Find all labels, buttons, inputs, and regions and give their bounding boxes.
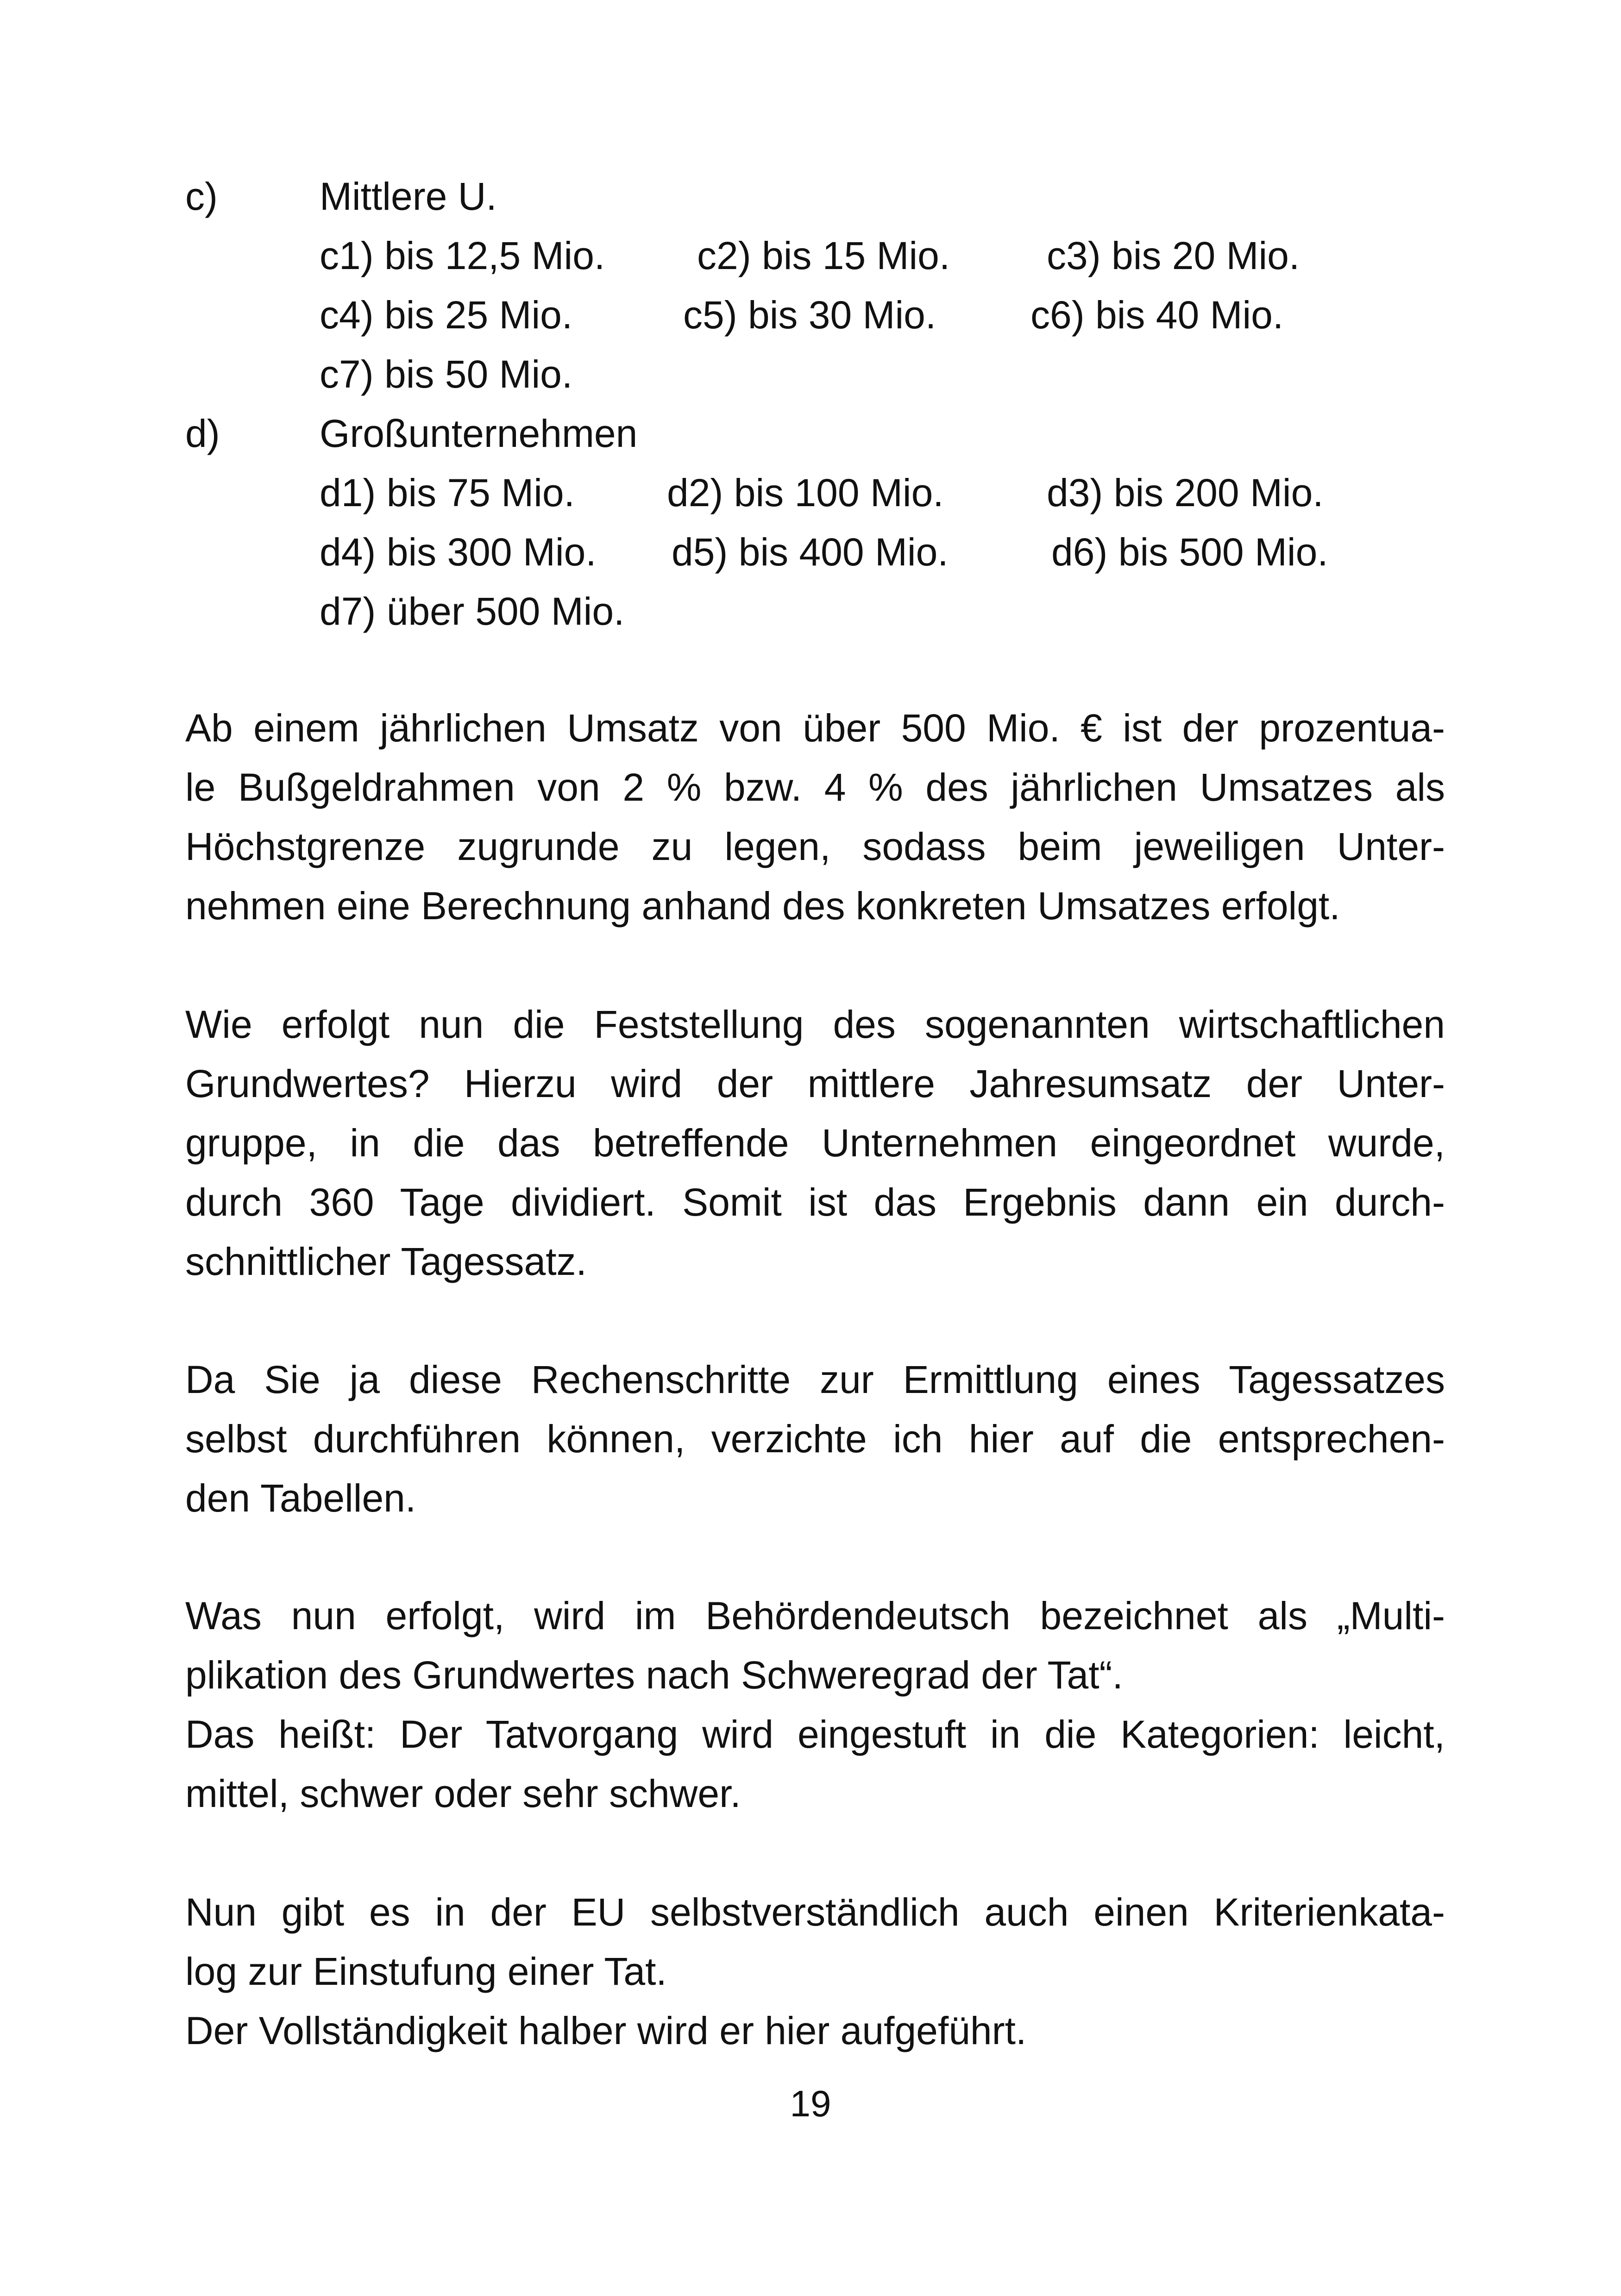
paragraph-line: Höchstgrenze zugrunde zu legen, sodass beim jeweiligen Unter-	[185, 825, 1445, 868]
category-d1-item: d1) bis 75 Mio.	[320, 471, 575, 514]
paragraph-line: gruppe, in die das betreffende Unternehmen eingeordnet wurde,	[185, 1121, 1445, 1165]
category-c7-item: c7) bis 50 Mio.	[320, 352, 573, 396]
body-paragraph	[185, 1882, 1445, 2060]
category-d-row	[320, 522, 1431, 582]
category-c2-item: c2) bis 15 Mio.	[697, 234, 950, 277]
category-d-row	[320, 463, 1431, 522]
paragraph-line: durch 360 Tage dividiert. Somit ist das Ergebnis dann ein durch-	[185, 1180, 1445, 1224]
category-d-label: d)	[185, 412, 220, 455]
category-d-heading: Großunternehmen	[320, 412, 638, 455]
paragraph-line: nehmen eine Berechnung anhand des konkreten Umsatzes erfolgt.	[185, 884, 1340, 928]
category-d-row	[320, 582, 1431, 641]
category-d2-item: d2) bis 100 Mio.	[667, 471, 944, 514]
category-c4-item: c4) bis 25 Mio.	[320, 293, 573, 337]
body-paragraph	[185, 1350, 1445, 1528]
category-c3-item: c3) bis 20 Mio.	[1047, 234, 1300, 277]
paragraph-line: mittel, schwer oder sehr schwer.	[185, 1772, 741, 1815]
paragraph-line: Das heißt: Der Tatvorgang wird eingestuft in die Kategorien: leicht,	[185, 1713, 1445, 1756]
category-d6-item: d6) bis 500 Mio.	[1051, 530, 1328, 574]
category-c-row	[320, 285, 1431, 345]
category-c5-item: c5) bis 30 Mio.	[683, 293, 936, 337]
paragraph-line: Grundwertes? Hierzu wird der mittlere Jahresumsatz der Unter-	[185, 1062, 1445, 1105]
category-c-heading: Mittlere U.	[320, 175, 497, 218]
category-c-label: c)	[185, 175, 218, 218]
paragraph-line: Da Sie ja diese Rechenschritte zur Ermittlung eines Tagessatzes	[185, 1358, 1445, 1401]
category-d3-item: d3) bis 200 Mio.	[1047, 471, 1324, 514]
paragraph-line: le Bußgeldrahmen von 2 % bzw. 4 % des jährlichen Umsatzes als	[185, 765, 1445, 809]
body-paragraph	[185, 995, 1445, 1291]
category-c1-item: c1) bis 12,5 Mio.	[320, 234, 605, 277]
paragraph-line: den Tabellen.	[185, 1476, 416, 1520]
page-number: 19	[790, 2083, 831, 2124]
body-paragraph	[185, 1586, 1445, 1823]
paragraph-line: plikation des Grundwertes nach Schweregrad der Tat“.	[185, 1653, 1123, 1697]
category-d7-item: d7) über 500 Mio.	[320, 590, 625, 633]
paragraph-line: Wie erfolgt nun die Feststellung des sogenannten wirtschaftlichen	[185, 1003, 1445, 1046]
category-d5-item: d5) bis 400 Mio.	[672, 530, 949, 574]
paragraph-line: Was nun erfolgt, wird im Behördendeutsch bezeichnet als „Multi-	[185, 1594, 1445, 1637]
paragraph-line: Der Vollständigkeit halber wird er hier aufgeführt.	[185, 2009, 1027, 2052]
category-c-row	[320, 345, 1431, 404]
paragraph-line: Ab einem jährlichen Umsatz von über 500 Mio. € ist der prozentua-	[185, 706, 1445, 750]
paragraph-line: log zur Einstufung einer Tat.	[185, 1950, 667, 1993]
body-paragraph	[185, 698, 1445, 935]
category-c6-item: c6) bis 40 Mio.	[1030, 293, 1284, 337]
paragraph-line: schnittlicher Tagessatz.	[185, 1240, 587, 1283]
category-c-row	[320, 226, 1431, 285]
category-d4-item: d4) bis 300 Mio.	[320, 530, 597, 574]
paragraph-line: selbst durchführen können, verzichte ich hier auf die entsprechen-	[185, 1417, 1445, 1461]
paragraph-line: Nun gibt es in der EU selbstverständlich auch einen Kriterienkata-	[185, 1890, 1445, 1934]
